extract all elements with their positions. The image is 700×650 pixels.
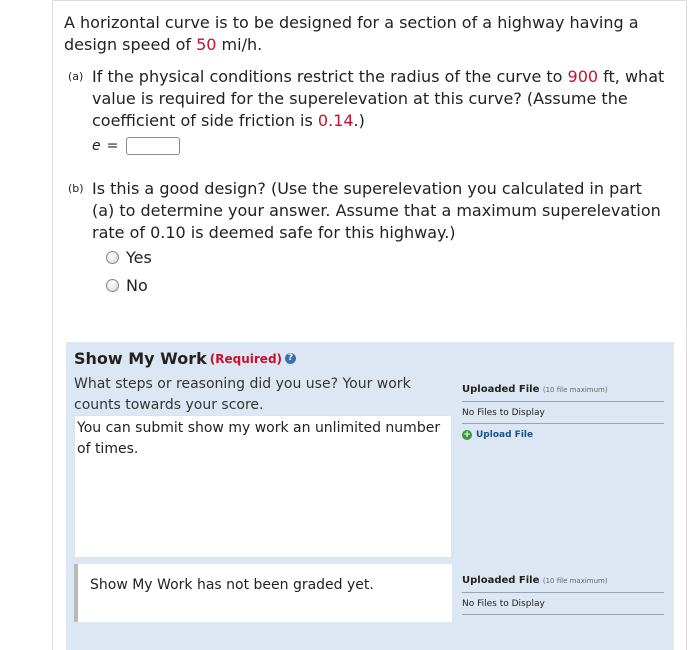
radio-yes[interactable]: [106, 251, 119, 264]
plus-icon: +: [463, 430, 471, 440]
option-no-label: No: [126, 276, 148, 295]
superelevation-input[interactable]: [126, 137, 180, 155]
option-yes-label: Yes: [126, 248, 152, 267]
option-yes[interactable]: [106, 248, 152, 267]
option-no[interactable]: [106, 276, 148, 295]
design-speed-value: 50: [196, 35, 217, 54]
graded-no-files-text: No Files to Display: [462, 593, 664, 615]
part-a-text: If the physical conditions restrict the radius of the curve to 900 ft, what value is required for the superelevation at this curve? (Assume the coefficient of side friction is 0.14.): [92, 67, 665, 130]
uploaded-file-header: Uploaded File (10 file maximum): [462, 384, 664, 402]
graded-status-box: [74, 564, 452, 622]
show-my-work-textarea[interactable]: You can submit show my work an unlimited number of times.: [74, 415, 452, 558]
help-icon[interactable]: ?: [285, 353, 296, 364]
frame-right-border: [686, 0, 687, 650]
answer-variable: e: [92, 138, 101, 154]
show-my-work-title: Show My Work (Required) ?: [74, 349, 296, 368]
friction-value: 0.14: [317, 111, 354, 130]
part-b: [68, 178, 668, 244]
graded-status-text: Show My Work has not been graded yet.: [90, 577, 374, 593]
question-intro: A horizontal curve is to be designed for a section of a highway having a design speed of 50 mi/h.: [64, 13, 639, 54]
graded-upload-section: [462, 575, 664, 615]
required-label: (Required): [209, 351, 283, 366]
no-files-text: No Files to Display: [462, 402, 664, 424]
graded-uploaded-file-header: Uploaded File (10 file maximum): [462, 575, 664, 593]
answer-equals: =: [106, 138, 119, 154]
part-a: [68, 66, 668, 132]
show-my-work-description: What steps or reasoning did you use? Your work counts towards your score.: [74, 376, 411, 413]
upload-section: [462, 384, 664, 440]
radio-no[interactable]: [106, 279, 119, 292]
radius-value: 900: [567, 67, 599, 86]
frame-left-border: [52, 0, 53, 650]
superelevation-answer-row: [92, 137, 180, 155]
part-b-label: (b): [68, 182, 84, 195]
upload-file-link[interactable]: + Upload File: [463, 430, 534, 440]
part-a-label: (a): [68, 70, 84, 83]
part-b-text: Is this a good design? (Use the superelevation you calculated in part (a) to determine your answer. Assume that a maximum superelevation rate of 0.10 is deemed safe for this highway.): [92, 179, 661, 242]
frame-top-border: [52, 0, 687, 1]
